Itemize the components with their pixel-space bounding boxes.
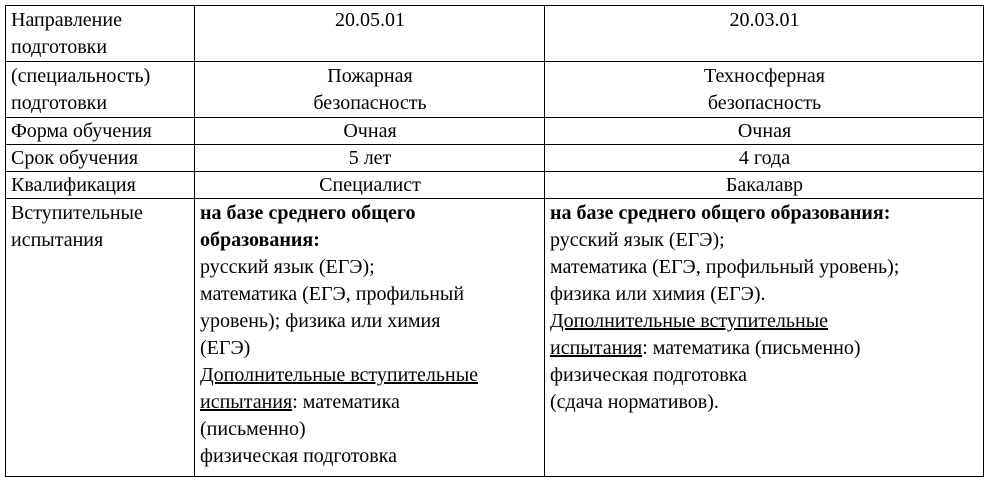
label-form: Форма обучения <box>6 118 195 145</box>
exams-heading: на базе среднего общего <box>200 202 416 224</box>
exams-fire-safety <box>195 199 545 477</box>
label-qualification: Квалификация <box>6 172 195 199</box>
label-line: (специальность) <box>11 65 151 87</box>
row-duration <box>6 145 984 172</box>
duration-technosphere: 4 года <box>545 145 984 172</box>
label-line: Направление <box>11 9 122 31</box>
extra-exams-title: Дополнительные вступительные <box>550 310 829 332</box>
extra-exams-line <box>200 389 540 416</box>
specialty-fire-safety <box>195 62 545 118</box>
label-specialty <box>6 62 195 118</box>
extra-exam-line: физическая подготовка <box>550 364 748 386</box>
exam-line: (ЕГЭ) <box>200 337 251 359</box>
label-line: подготовки <box>11 36 108 58</box>
extra-exams-title-cont: испытания <box>200 391 293 413</box>
direction-code-fire-safety: 20.05.01 <box>195 6 545 62</box>
specialty-line: безопасность <box>707 92 822 114</box>
row-form <box>6 118 984 145</box>
specialty-technosphere <box>545 62 984 118</box>
qualification-technosphere: Бакалавр <box>545 172 984 199</box>
extra-exams-line <box>550 335 979 362</box>
extra-exam-line: (письменно) <box>200 418 306 440</box>
label-exams <box>6 199 195 477</box>
form-technosphere: Очная <box>545 118 984 145</box>
exam-line: математика (ЕГЭ, профильный <box>200 283 465 305</box>
exams-heading: на базе среднего общего образования: <box>550 202 891 224</box>
label-direction <box>6 6 195 62</box>
exam-line: русский язык (ЕГЭ); <box>200 256 375 278</box>
row-entrance-exams <box>6 199 984 477</box>
label-duration: Срок обучения <box>6 145 195 172</box>
qualification-fire-safety: Специалист <box>195 172 545 199</box>
label-line: испытания <box>11 229 104 251</box>
exam-line: математика (ЕГЭ, профильный уровень); <box>550 256 900 278</box>
extra-exam-line: физическая подготовка <box>200 445 398 467</box>
row-direction <box>6 6 984 62</box>
label-line: подготовки <box>11 92 108 114</box>
extra-exams-text: : математика (письменно) <box>642 337 861 359</box>
specialty-line: Пожарная <box>327 65 413 87</box>
duration-fire-safety: 5 лет <box>195 145 545 172</box>
program-info-table <box>5 5 984 477</box>
exam-line: уровень); физика или химия <box>200 310 441 332</box>
form-fire-safety: Очная <box>195 118 545 145</box>
extra-exams-title: Дополнительные вступительные <box>200 364 479 386</box>
label-line: Вступительные <box>11 202 143 224</box>
specialty-line: Техносферная <box>703 65 825 87</box>
exam-line: русский язык (ЕГЭ); <box>550 229 725 251</box>
exams-heading: образования: <box>200 229 320 251</box>
row-qualification <box>6 172 984 199</box>
row-specialty <box>6 62 984 118</box>
specialty-line: безопасность <box>313 92 427 114</box>
exams-technosphere <box>545 199 984 477</box>
exam-line: физика или химия (ЕГЭ). <box>550 283 766 305</box>
extra-exams-text: : математика <box>292 391 400 413</box>
extra-exams-title-cont: испытания <box>550 337 643 359</box>
extra-exam-line: (сдача нормативов). <box>550 391 719 413</box>
direction-code-technosphere: 20.03.01 <box>545 6 984 62</box>
